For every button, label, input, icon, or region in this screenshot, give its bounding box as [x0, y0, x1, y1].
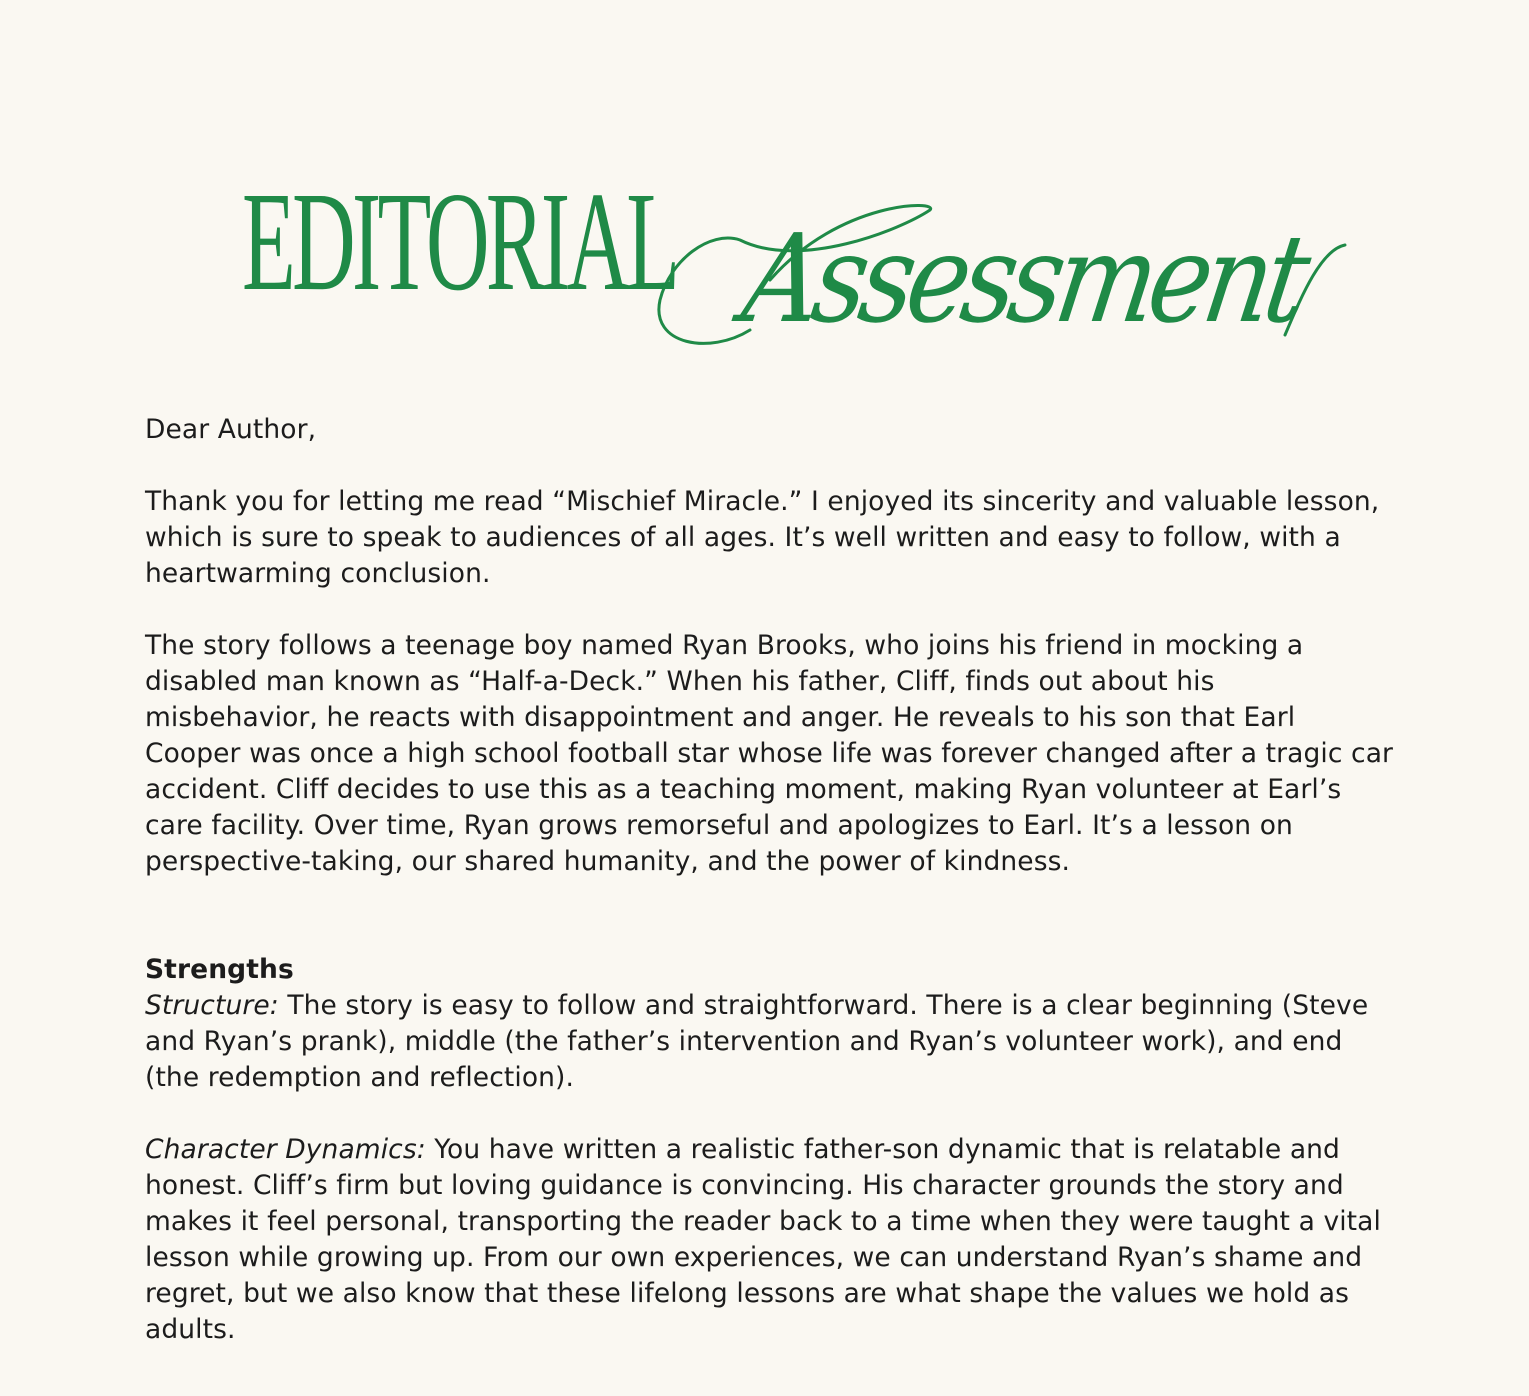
- title-editorial: EDITORIAL: [242, 162, 677, 320]
- title-swash-decoration: [240, 162, 1360, 370]
- editorial-assessment-logo: [240, 162, 1360, 370]
- strength-item: [145, 988, 1395, 1096]
- strength-text: The story is easy to follow and straightforward. There is a clear beginning (Steve and Ryan’s prank), middle (the father’s intervention and Ryan’s volunteer work), and end (the redemption and reflection).: [145, 990, 1369, 1093]
- intro-paragraph: Thank you for letting me read “Mischief Miracle.” I enjoyed its sincerity and valuable lesson, which is sure to speak to audiences of all ages. It’s well written and easy to follow, with a heartwarming conclusion.: [145, 486, 1380, 589]
- strength-item: [145, 1132, 1395, 1348]
- summary-paragraph: The story follows a teenage boy named Ryan Brooks, who joins his friend in mocking a disabled man known as “Half-a-Deck.” When his father, Cliff, finds out about his misbehavior, he reacts with disappointment and anger. He reveals to his son that Earl Cooper was once a high school football star whose life was forever changed after a tragic car accident. Cliff decides to use this as a teaching moment, making Ryan volunteer at Earl’s care facility. Over time, Ryan grows remorseful and apologizes to Earl. It’s a lesson on perspective-taking, our shared humanity, and the power of kindness.: [145, 630, 1394, 877]
- letter-body: [145, 412, 1395, 1384]
- strength-text: You have written a realistic father-son dynamic that is relatable and honest. Cliff’s firm but loving guidance is convincing. His character grounds the story and makes it feel personal, transporting the reader back to a time when they were taught a vital lesson while growing up. From our own experiences, we can understand Ryan’s shame and regret, but we also know that these lifelong lessons are what shape the values we hold as adults.: [145, 1134, 1381, 1345]
- title-assessment: Assessment: [734, 208, 1313, 350]
- strength-label: Structure:: [145, 990, 279, 1021]
- strength-label: Character Dynamics:: [145, 1134, 426, 1165]
- salutation: Dear Author,: [145, 414, 317, 445]
- strengths-heading: Strengths: [145, 954, 294, 985]
